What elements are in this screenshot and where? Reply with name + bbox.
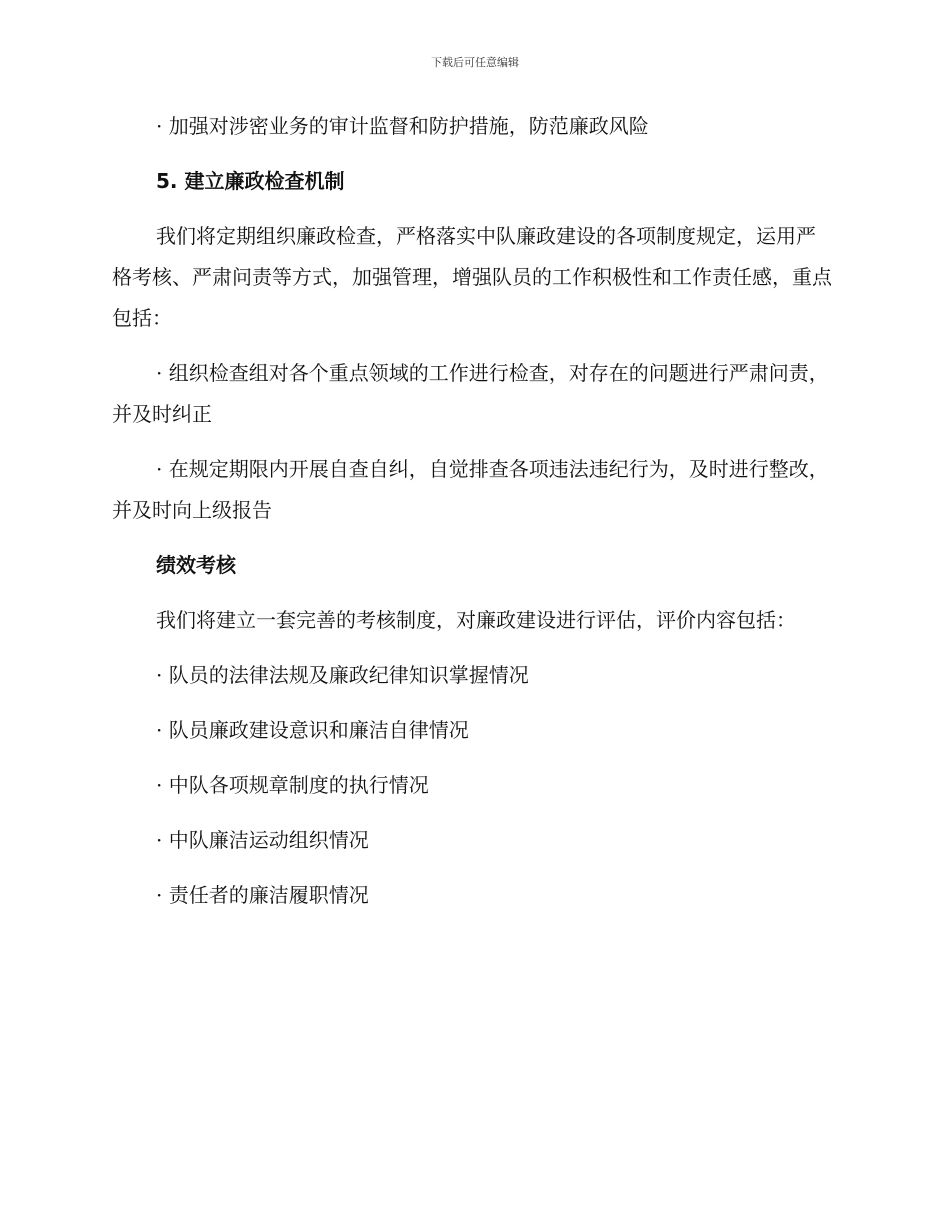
- section-heading-performance: 绩效考核: [156, 553, 236, 577]
- bullet-integrity-awareness: · 队员廉政建设意识和廉洁自律情况: [156, 718, 469, 742]
- bullet-audit-supervision: · 加强对涉密业务的审计监督和防护措施，防范廉政风险: [156, 114, 649, 138]
- bullet-inspection-team: · 组织检查组对各个重点领域的工作进行检查，对存在的问题进行严肃问责，并及时纠正: [112, 361, 829, 426]
- document-body: [112, 106, 832, 930]
- bullet-campaign-organization: · 中队廉洁运动组织情况: [156, 828, 369, 852]
- paragraph-inspection-intro: 我们将定期组织廉政检查，严格落实中队廉政建设的各项制度规定，运用严格考核、严肃问责等方式，加强管理，增强队员的工作积极性和工作责任感，重点包括：: [112, 224, 832, 330]
- bullet-rules-execution: · 中队各项规章制度的执行情况: [156, 773, 429, 797]
- paragraph-assessment-intro: 我们将建立一套完善的考核制度，对廉政建设进行评估，评价内容包括：: [156, 608, 796, 632]
- bullet-duty-performance: · 责任者的廉洁履职情况: [156, 883, 369, 907]
- bullet-law-knowledge: · 队员的法律法规及廉政纪律知识掌握情况: [156, 663, 529, 687]
- page-header: 下载后可任意编辑: [431, 56, 519, 69]
- bullet-self-check: · 在规定期限内开展自查自纠，自觉排查各项违法违纪行为，及时进行整改，并及时向上级报告: [112, 457, 829, 522]
- section-heading-inspection: 5. 建立廉政检查机制: [156, 169, 345, 193]
